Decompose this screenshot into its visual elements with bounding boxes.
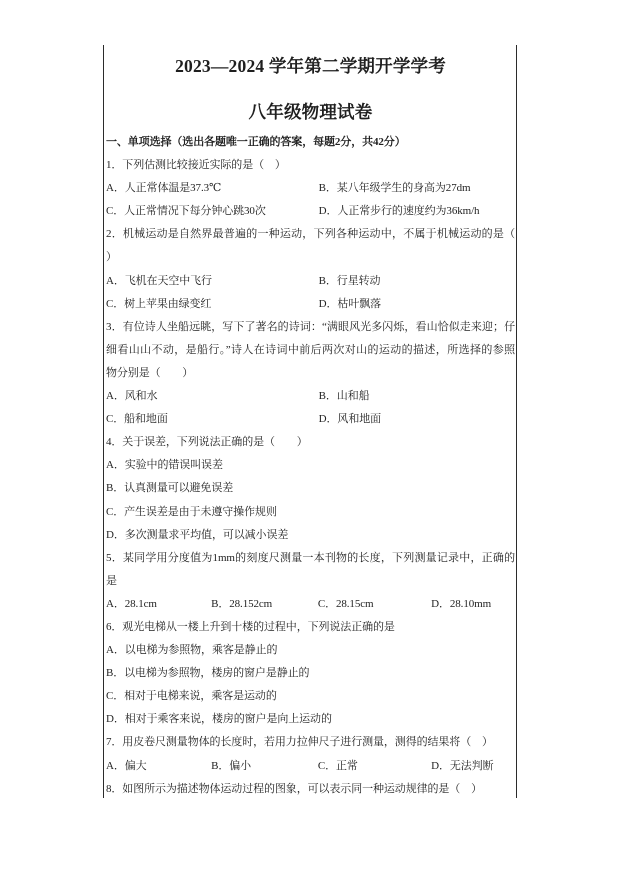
text-cell: 1．下列估测比较接近实际的是（ ） <box>106 159 286 172</box>
question-lines <box>106 131 515 801</box>
text-cell: B．以电梯为参照物，楼房的窗户是静止的 <box>106 667 310 680</box>
text-line <box>106 639 515 662</box>
text-line <box>106 223 515 246</box>
text-line <box>106 616 515 639</box>
text-line <box>106 593 515 616</box>
text-line <box>106 454 515 477</box>
text-cell: C．相对于电梯来说，乘客是运动的 <box>106 690 277 703</box>
text-cell: 3．有位诗人坐船远眺，写下了著名的诗词：“满眼风光多闪烁，看山恰似走来迎；仔 <box>106 320 515 333</box>
text-line <box>106 339 515 362</box>
text-line <box>106 778 515 801</box>
text-cell: A．28.1cm <box>106 597 157 610</box>
text-line <box>106 685 515 708</box>
text-cell: 物分别是（ ） <box>106 366 194 379</box>
text-cell: 细看山山不动，是船行。”诗人在诗词中前后两次对山的运动的描述，所选择的参照 <box>106 343 515 356</box>
text-cell: ） <box>106 251 117 264</box>
text-cell: 4．关于误差，下列说法正确的是（ ） <box>106 436 308 449</box>
exam-content <box>106 55 515 801</box>
text-cell: 6．观光电梯从一楼上升到十楼的过程中，下列说法正确的是 <box>106 620 395 633</box>
text-cell: D．多次测量求平均值，可以减小误差 <box>106 528 289 541</box>
text-line <box>106 362 515 385</box>
left-margin-rule <box>103 45 104 798</box>
text-cell: C．28.15cm <box>317 597 374 610</box>
text-cell: D．枯叶飘落 <box>318 297 382 310</box>
text-line <box>106 731 515 754</box>
text-line <box>106 270 515 293</box>
text-cell: 2．机械运动是自然界最普遍的一种运动，下列各种运动中，不属于机械运动的是（ <box>106 228 515 241</box>
text-line <box>106 431 515 454</box>
text-cell: A．飞机在天空中飞行 <box>106 274 212 287</box>
text-line <box>106 131 515 154</box>
exam-title: 2023—2024 学年第二学期开学学考 <box>175 56 446 76</box>
text-cell: D．28.10mm <box>431 597 492 610</box>
text-line <box>106 570 515 593</box>
text-cell: 是 <box>106 574 117 587</box>
text-cell: A．以电梯为参照物，乘客是静止的 <box>106 644 278 657</box>
text-cell: C．产生误差是由于未遵守操作规则 <box>106 505 277 518</box>
text-line <box>106 177 515 200</box>
text-line <box>106 547 515 570</box>
text-line <box>106 501 515 524</box>
text-cell: D．无法判断 <box>431 759 494 772</box>
text-line <box>106 708 515 731</box>
text-cell: 5．某同学用分度值为1mm的刻度尺测量一本刊物的长度，下列测量记录中，正确的 <box>106 551 515 564</box>
text-cell: C．船和地面 <box>106 413 168 426</box>
text-cell: 7．用皮卷尺测量物体的长度时，若用力拉伸尺子进行测量，测得的结果将（ ） <box>106 736 493 749</box>
text-cell: C．人正常情况下每分钟心跳30次 <box>106 205 266 218</box>
text-cell: D．相对于乘客来说，楼房的窗户是向上运动的 <box>106 713 332 726</box>
text-cell: C．正常 <box>317 759 358 772</box>
text-line <box>106 477 515 500</box>
text-cell: B．某八年级学生的身高为27dm <box>318 182 471 195</box>
text-line <box>106 408 515 431</box>
text-cell: B．行星转动 <box>318 274 381 287</box>
text-cell: B．偏小 <box>211 759 252 772</box>
text-line <box>106 385 515 408</box>
text-cell: 8．如图所示为描述物体运动过程的图象，可以表示同一种运动规律的是（ ） <box>106 782 482 795</box>
text-line <box>106 246 515 269</box>
text-cell: A．偏大 <box>106 759 147 772</box>
exam-subtitle: 八年级物理试卷 <box>248 102 373 122</box>
text-cell: B．山和船 <box>318 390 370 403</box>
text-line <box>106 524 515 547</box>
text-cell: A．人正常体温是37.3℃ <box>106 182 222 195</box>
text-line <box>106 154 515 177</box>
text-cell: D．风和地面 <box>318 413 382 426</box>
text-line <box>106 662 515 685</box>
text-line <box>106 316 515 339</box>
text-cell: B．认真测量可以避免误差 <box>106 482 234 495</box>
text-line <box>106 755 515 778</box>
text-line <box>106 293 515 316</box>
text-cell: D．人正常步行的速度约为36km/h <box>318 205 480 218</box>
right-margin-rule <box>516 45 517 798</box>
text-line <box>106 200 515 223</box>
text-cell: A．风和水 <box>106 390 158 403</box>
text-cell: 一、单项选择（选出各题唯一正确的答案，每题2分，共42分） <box>106 136 406 148</box>
text-cell: A．实验中的错误叫误差 <box>106 459 223 472</box>
text-cell: B．28.152cm <box>211 597 273 610</box>
text-cell: C．树上苹果由绿变红 <box>106 297 212 310</box>
